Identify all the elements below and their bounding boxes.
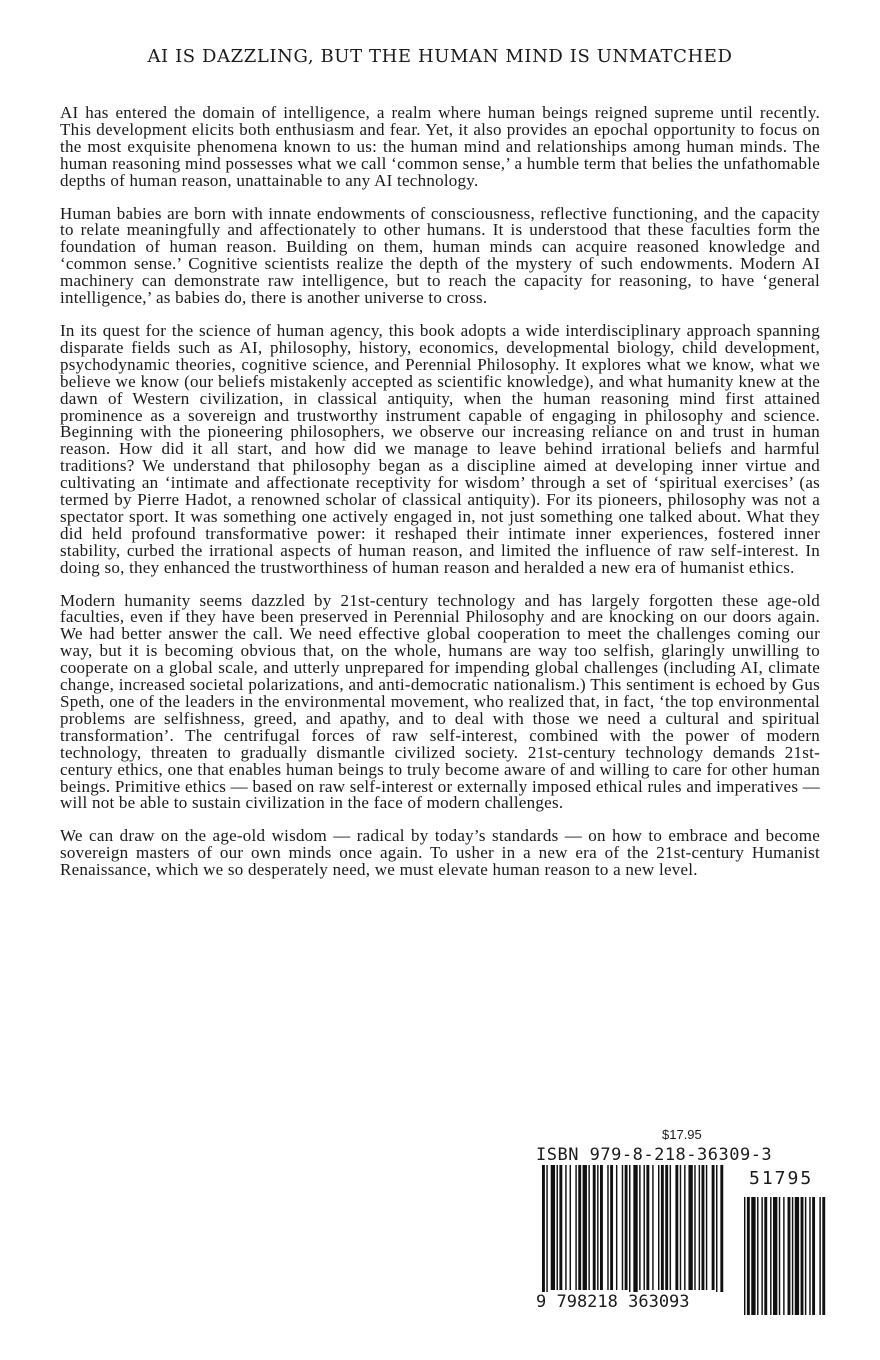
barcode-bar (559, 1165, 562, 1290)
barcode-bar (688, 1165, 692, 1290)
barcode-bar (557, 1165, 558, 1290)
barcode-bar (622, 1165, 623, 1290)
barcode-bar (616, 1165, 617, 1290)
barcode-bar (744, 1197, 745, 1315)
barcode-bar (583, 1165, 587, 1290)
barcode-bar (607, 1165, 608, 1290)
barcode-bar (661, 1165, 664, 1290)
barcode-bar (712, 1165, 715, 1290)
barcode-bar (644, 1165, 645, 1290)
price-label: $17.95 (662, 1127, 702, 1142)
barcode-bar (706, 1165, 707, 1290)
barcode-bar (764, 1197, 767, 1315)
barcode-bar (658, 1165, 659, 1290)
barcode-bar (805, 1197, 806, 1315)
barcode-bar (702, 1165, 705, 1290)
barcode-bar (770, 1197, 771, 1315)
barcode-bar (546, 1165, 547, 1297)
barcode-bar (795, 1197, 799, 1315)
paragraph: Modern humanity seems dazzled by 21st-century technology and has largely forgotten these age-old faculties, even if they have been preserved in Perennial Philosophy and are knocking on our doors again. We had better answer the call. We need effective global cooperation to meet the challenges coming our way, but it is becoming obvious that, on the whole, humans are way too selfish, glaringly unwilling to cooperate on a global scale, and utterly unprepared for impending global challenges (including AI, climate change, increased societal polarizations, and anti-democratic nationalism.) This sentiment is echoed by Gus Speth, one of the leaders in the environmental movement, who realized that, in fact, ‘the top environmental problems are selfishness, greed, and apathy, and to deal with those we need a cultural and spiritual transformation’. The centrifugal forces of raw self-interest, combined with the power of modern technology, threaten to gradually dismantle civilized society. 21st-century technology demands 21st-century ethics, one that enables human beings to truly become aware of and willing to care for other human beings. Primitive ethics — based on raw self-interest or externally imposed ethical rules and imperatives — will not be able to sustain civilization in the face of modern challenges. (60, 590, 820, 813)
barcode-bar (629, 1165, 630, 1297)
barcode-bar (720, 1165, 723, 1297)
barcode-bar (575, 1165, 576, 1290)
barcode-bar (716, 1165, 717, 1297)
barcode-bar (551, 1165, 555, 1290)
paragraph: Human babies are born with innate endowments of consciousness, reflective functioning, and the capacity to relate meaningfully and affectionately to other humans. It is understood that these faculties form the foundation of human reason. Building on them, human minds can acquire reasoned knowledge and ‘common sense.’ Cognitive scientists realize the depth of the mystery of such endowments. Modern AI machinery can demonstrate raw intelligence, but to reach the capacity for reasoning, to have ‘general intelligence,’ as babies do, there is another universe to cross. (60, 203, 820, 308)
barcode-ean-digits: 9 798218 363093 (536, 1292, 726, 1312)
barcode-bar (757, 1197, 758, 1315)
barcode-bar (588, 1165, 589, 1290)
paragraph: AI has entered the domain of intelligence, a realm where human beings reigned supreme until recently. This development elicits both enthusiasm and fear. Yet, it also provides an epochal opportunity to focus on the most exquisite phenomena known to us: the human mind and relationships among human minds. The human reasoning mind possesses what we call ‘common sense,’ a humble term that belies the unfathomable depths of human reason, unattainable to any AI technology. (60, 103, 820, 190)
barcode-bar (779, 1197, 780, 1315)
barcode-bar (542, 1165, 545, 1297)
barcode-bar (600, 1165, 603, 1290)
barcode-bar (610, 1165, 613, 1290)
barcode-bar (633, 1165, 637, 1297)
barcode-bar (699, 1165, 700, 1290)
barcode-bar (783, 1197, 784, 1315)
barcode-bar (819, 1197, 820, 1315)
barcode-bar (652, 1165, 653, 1290)
barcode-bar (792, 1197, 793, 1315)
barcode-bar (593, 1165, 596, 1290)
barcode-bar (812, 1197, 815, 1315)
barcode-bar (565, 1165, 566, 1290)
paragraph: We can draw on the age-old wisdom — radical by today’s standards — on how to embrace and become sovereign masters of our own minds once again. To usher in a new era of the 21st-century Humanist Renaissance, which we so desperately need, we must elevate human reason to a new level. (60, 826, 820, 880)
barcode-bar (639, 1165, 640, 1290)
barcode-bar (670, 1165, 671, 1290)
barcode-bar (822, 1197, 825, 1315)
blurb-text (60, 105, 820, 895)
barcode-bar (570, 1165, 571, 1290)
barcode-bar (675, 1165, 678, 1290)
barcode-bar (680, 1165, 681, 1290)
barcode-bar (801, 1197, 804, 1315)
barcode-bar (751, 1197, 755, 1315)
barcode-bar (788, 1197, 791, 1315)
paragraph: In its quest for the science of human agency, this book adopts a wide interdisciplinary approach spanning disparate fields such as AI, philosophy, history, economics, developmental biology, child development, psychodynamic theories, cognitive science, and Perennial Philosophy. It explores what we know, what we believe we know (our beliefs mistakenly accepted as scientific knowledge), and what humanity knew at the dawn of Western civilization, in classical antiquity, when the human reasoning mind first attained prominence as a sovereign and trustworthy instrument capable of engaging in philosophy and science. Beginning with the pioneering philosophers, we observe our increasing reliance on and trust in human reason. How did it all start, and how did we manage to leave behind irrational beliefs and harmful traditions? We understand that philosophy began as a discipline aimed at developing inner virtue and cultivating an ‘intimate and affectionate receptivity for wisdom’ through a set of ‘spiritual exercises’ (as termed by Pierre Hadot, a renowned scholar of classical antiquity). For its pioneers, philosophy was not a spectator sport. It was something one actively engaged in, not just something one talked about. What they did held profound transformative power: it reshaped their intimate inner experiences, fostered inner stability, curbed the irrational aspects of human reason, and limited the influence of raw self-interest. In doing so, they enhanced the trustworthiness of human reason and heralded a new era of humanist ethics. (60, 320, 820, 577)
barcode-bar (646, 1165, 649, 1290)
isbn-text: ISBN 979-8-218-36309-3 (536, 1145, 773, 1165)
barcode-bar (773, 1197, 777, 1315)
barcode-bar (684, 1165, 685, 1290)
barcode-bar (694, 1165, 695, 1290)
barcode-bar (597, 1165, 598, 1290)
barcode-bar (747, 1197, 750, 1315)
barcode-addon-code: 51795 (749, 1168, 814, 1189)
barcode-bar (578, 1165, 581, 1290)
barcode-bar (665, 1165, 668, 1290)
barcode-bar (625, 1165, 628, 1290)
book-title: AI IS DAZZLING, BUT THE HUMAN MIND IS UNMATCHED (147, 46, 733, 67)
barcode-bar (761, 1197, 762, 1315)
barcode-bar (809, 1197, 810, 1315)
